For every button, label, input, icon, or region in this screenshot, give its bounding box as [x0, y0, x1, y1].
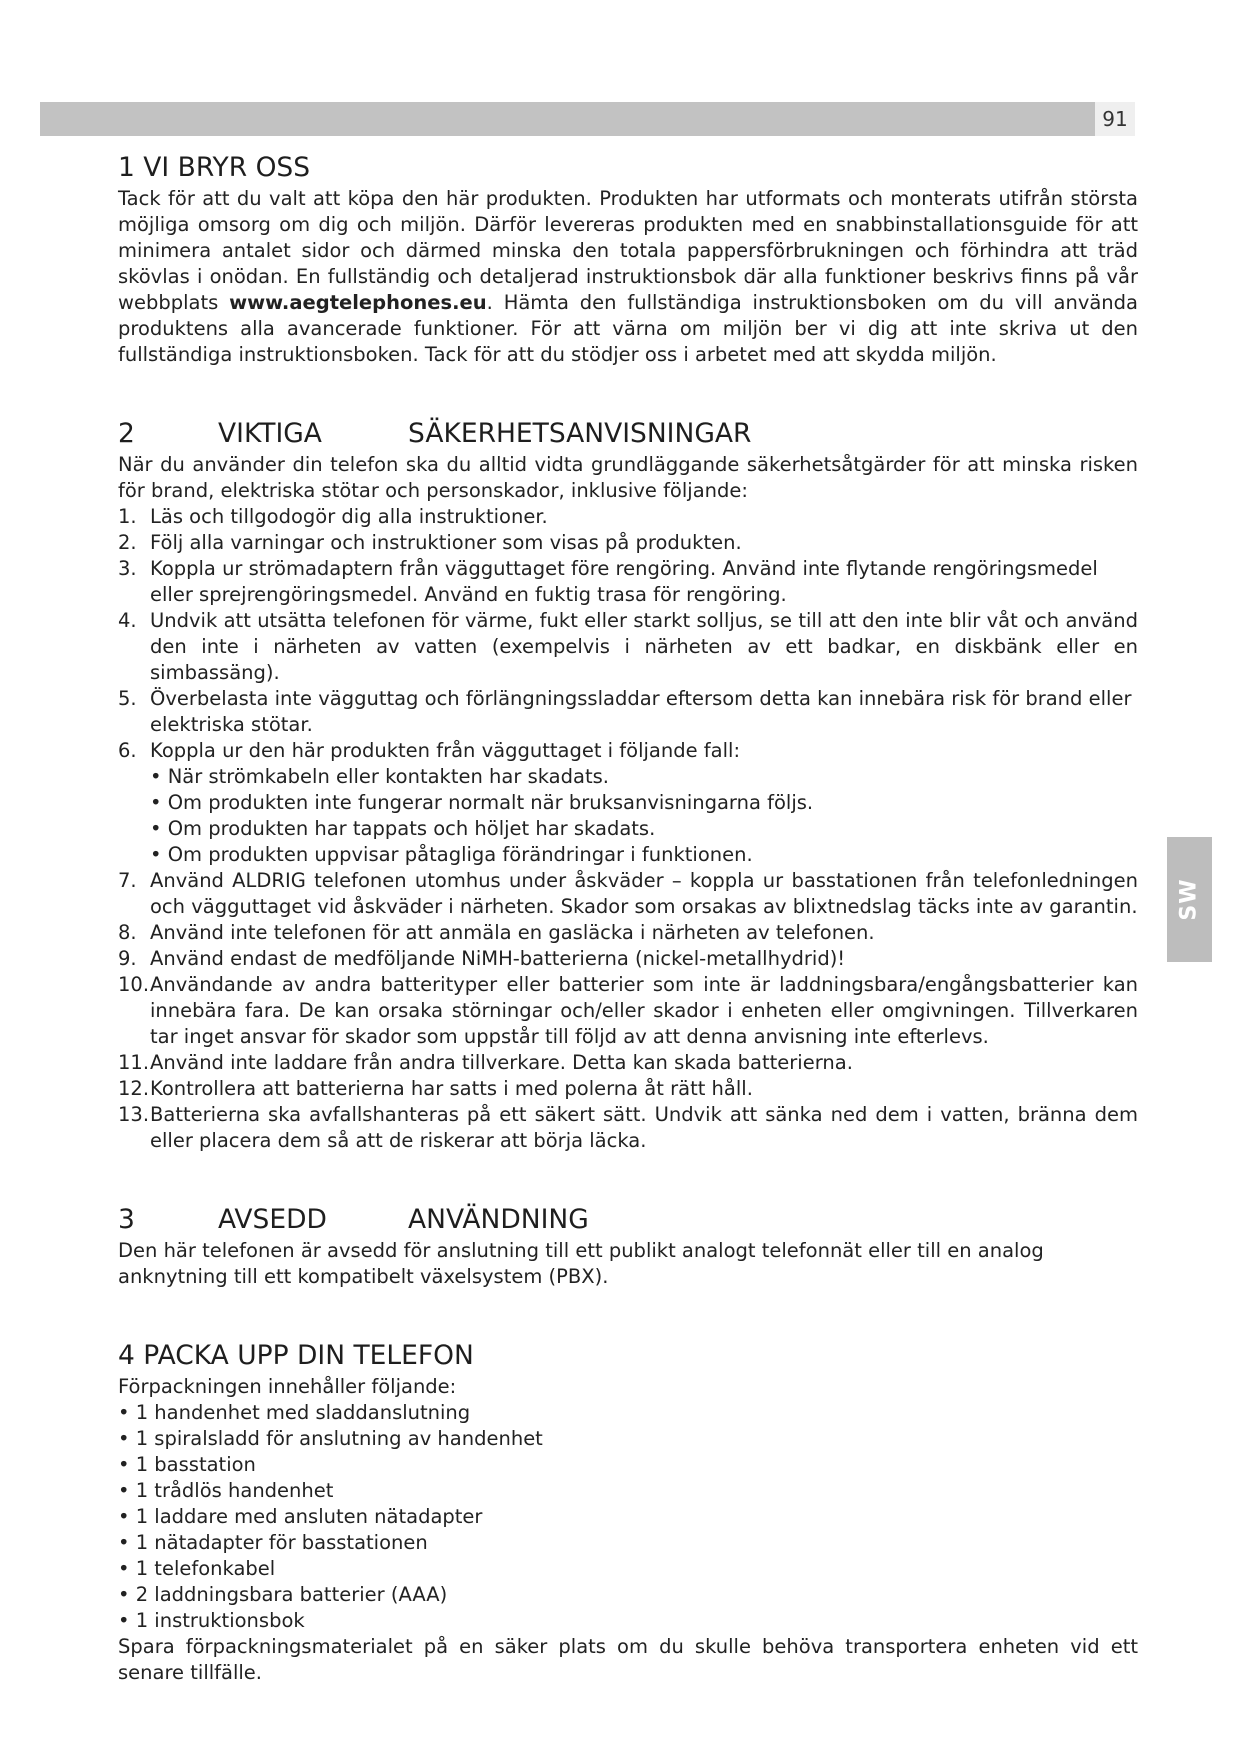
item-number: 2. — [118, 531, 137, 554]
item-number: 5. — [118, 687, 137, 710]
list-item — [118, 920, 1138, 946]
page-number: 91 — [1095, 102, 1135, 136]
section-3-number: 3 — [118, 1204, 135, 1235]
section-1-title: 1 VI BRYR OSS — [118, 152, 311, 183]
item-number: 11. — [118, 1051, 150, 1074]
item-number: 10. — [118, 973, 150, 996]
item-text: Koppla ur den här produkten från vägguttaget i följande fall: — [150, 739, 741, 762]
list-item: • Om produkten har tappats och höljet har skadats. — [150, 816, 1138, 842]
list-item — [118, 504, 1138, 530]
list-item: • Om produkten uppvisar påtagliga förändringar i funktionen. — [150, 842, 1138, 868]
list-item: • 1 trådlös handenhet — [118, 1478, 1138, 1504]
list-item — [118, 972, 1138, 1050]
item-text: Koppla ur strömadaptern från vägguttaget före rengöring. Använd inte flytande rengöringsmedel eller sprejrengöringsmedel. Använd en fuktig trasa för rengöring. — [150, 557, 1098, 606]
section-2-number: 2 — [118, 418, 135, 449]
item-number: 3. — [118, 557, 137, 580]
item-text: Batterierna ska avfallshanteras på ett säkert sätt. Undvik att sänka ned dem i vatten, bränna dem eller placera dem så att de riskerar att börja läcka. — [150, 1103, 1138, 1152]
section-1-text-before: Tack för att du valt att köpa den här produkten. Produkten har utformats och monterats utifrån största möjliga omsorg om dig och miljön. Därför levereras produkten med en snabbinstallationsguide för att minimera antalet sidor och därmed minska den totala pappersförbrukningen och förhindra att träd skövlas i onödan. En fullständig och detaljerad instruktionsbok där alla funktioner beskrivs finns på vår webbplats — [118, 187, 1138, 314]
package-contents-list — [118, 1400, 1138, 1634]
section-1-text — [118, 186, 1138, 368]
item-number: 4. — [118, 609, 137, 632]
list-item: • 1 nätadapter för basstationen — [118, 1530, 1138, 1556]
page-content — [118, 150, 1138, 1686]
section-2-title-word-1: VIKTIGA — [218, 418, 322, 449]
list-item: • 1 laddare med ansluten nätadapter — [118, 1504, 1138, 1530]
section-2-title — [118, 416, 1138, 452]
list-item — [118, 1102, 1138, 1154]
safety-list — [118, 504, 1138, 764]
item-number: 13. — [118, 1103, 150, 1126]
item-number: 8. — [118, 921, 137, 944]
section-2-intro: När du använder din telefon ska du alltid vidta grundläggande säkerhetsåtgärder för att minska risken för brand, elektriska stötar och personskador, inklusive följande: — [118, 453, 1138, 502]
list-item — [118, 868, 1138, 920]
section-2-title-word-2: SÄKERHETSANVISNINGAR — [408, 418, 752, 449]
list-item — [118, 946, 1138, 972]
section-3-title-word-1: AVSEDD — [218, 1204, 327, 1235]
item-text: Använd inte telefonen för att anmäla en gasläcka i närheten av telefonen. — [150, 921, 875, 944]
list-item — [118, 738, 1138, 764]
section-3-title — [118, 1202, 1138, 1238]
list-item — [118, 1076, 1138, 1102]
website-url: www.aegtelephones.eu — [229, 291, 487, 314]
list-item — [118, 608, 1138, 686]
language-tab — [1167, 837, 1212, 962]
section-1-text-after: . Hämta den fullständiga instruktionsboken om du vill använda produktens alla avancerade funktioner. För att värna om miljön ber vi dig att inte skriva ut den fullständiga instruktionsboken. Tack för att du stödjer oss i arbetet med att skydda miljön. — [118, 291, 1138, 366]
list-item: • 2 laddningsbara batterier (AAA) — [118, 1582, 1138, 1608]
item-number: 12. — [118, 1077, 150, 1100]
item-text: Följ alla varningar och instruktioner som visas på produkten. — [150, 531, 742, 554]
list-item: • 1 telefonkabel — [118, 1556, 1138, 1582]
section-4-intro: Förpackningen innehåller följande: — [118, 1375, 457, 1398]
item-text: Undvik att utsätta telefonen för värme, fukt eller starkt solljus, se till att den inte blir våt och använd den inte i närheten av vatten (exempelvis i närheten av ett badkar, en diskbänk eller en simbassäng). — [150, 609, 1138, 684]
section-3-text: Den här telefonen är avsedd för anslutning till ett publikt analogt telefonnät eller till en analog anknytning till ett kompatibelt växelsystem (PBX). — [118, 1239, 1044, 1288]
item-text: Använd endast de medföljande NiMH-batterierna (nickel-metallhydrid)! — [150, 947, 846, 970]
list-item: • 1 basstation — [118, 1452, 1138, 1478]
list-item: • 1 spiralsladd för anslutning av handenhet — [118, 1426, 1138, 1452]
item-text: Kontrollera att batterierna har satts i med polerna åt rätt håll. — [150, 1077, 753, 1100]
safety-list-continued — [118, 868, 1138, 1154]
list-item: • När strömkabeln eller kontakten har skadats. — [150, 764, 1138, 790]
unplug-conditions-list — [118, 764, 1138, 868]
section-4-title: 4 PACKA UPP DIN TELEFON — [118, 1340, 474, 1371]
list-item: • 1 handenhet med sladdanslutning — [118, 1400, 1138, 1426]
item-text: Använd inte laddare från andra tillverkare. Detta kan skada batterierna. — [150, 1051, 853, 1074]
item-number: 7. — [118, 869, 137, 892]
language-tab-label: SW — [1177, 878, 1202, 921]
section-4-outro: Spara förpackningsmaterialet på en säker plats om du skulle behöva transportera enheten vid ett senare tillfälle. — [118, 1635, 1138, 1684]
section-3-title-word-2: ANVÄNDNING — [408, 1204, 589, 1235]
list-item — [118, 1050, 1138, 1076]
list-item — [118, 686, 1138, 738]
list-item — [118, 556, 1138, 608]
item-text: Överbelasta inte vägguttag och förlängningssladdar eftersom detta kan innebära risk för brand eller elektriska stötar. — [150, 687, 1132, 736]
list-item: • Om produkten inte fungerar normalt när bruksanvisningarna följs. — [150, 790, 1138, 816]
item-text: Använd ALDRIG telefonen utomhus under åskväder – koppla ur basstationen från telefonledningen och vägguttaget vid åskväder i närheten. Skador som orsakas av blixtnedslag täcks inte av garantin. — [150, 869, 1138, 918]
item-number: 9. — [118, 947, 137, 970]
item-number: 6. — [118, 739, 137, 762]
header-bar — [40, 102, 1135, 136]
item-number: 1. — [118, 505, 137, 528]
list-item — [118, 530, 1138, 556]
list-item: • 1 instruktionsbok — [118, 1608, 1138, 1634]
item-text: Läs och tillgodogör dig alla instruktioner. — [150, 505, 548, 528]
item-text: Användande av andra batterityper eller batterier som inte är laddningsbara/engångsbatterier kan innebära fara. De kan orsaka störningar och/eller skador i enheten eller omgivningen. Tillverkaren tar inget ansvar för skador som uppstår till följd av att denna anvisning inte efterlevs. — [150, 973, 1138, 1048]
